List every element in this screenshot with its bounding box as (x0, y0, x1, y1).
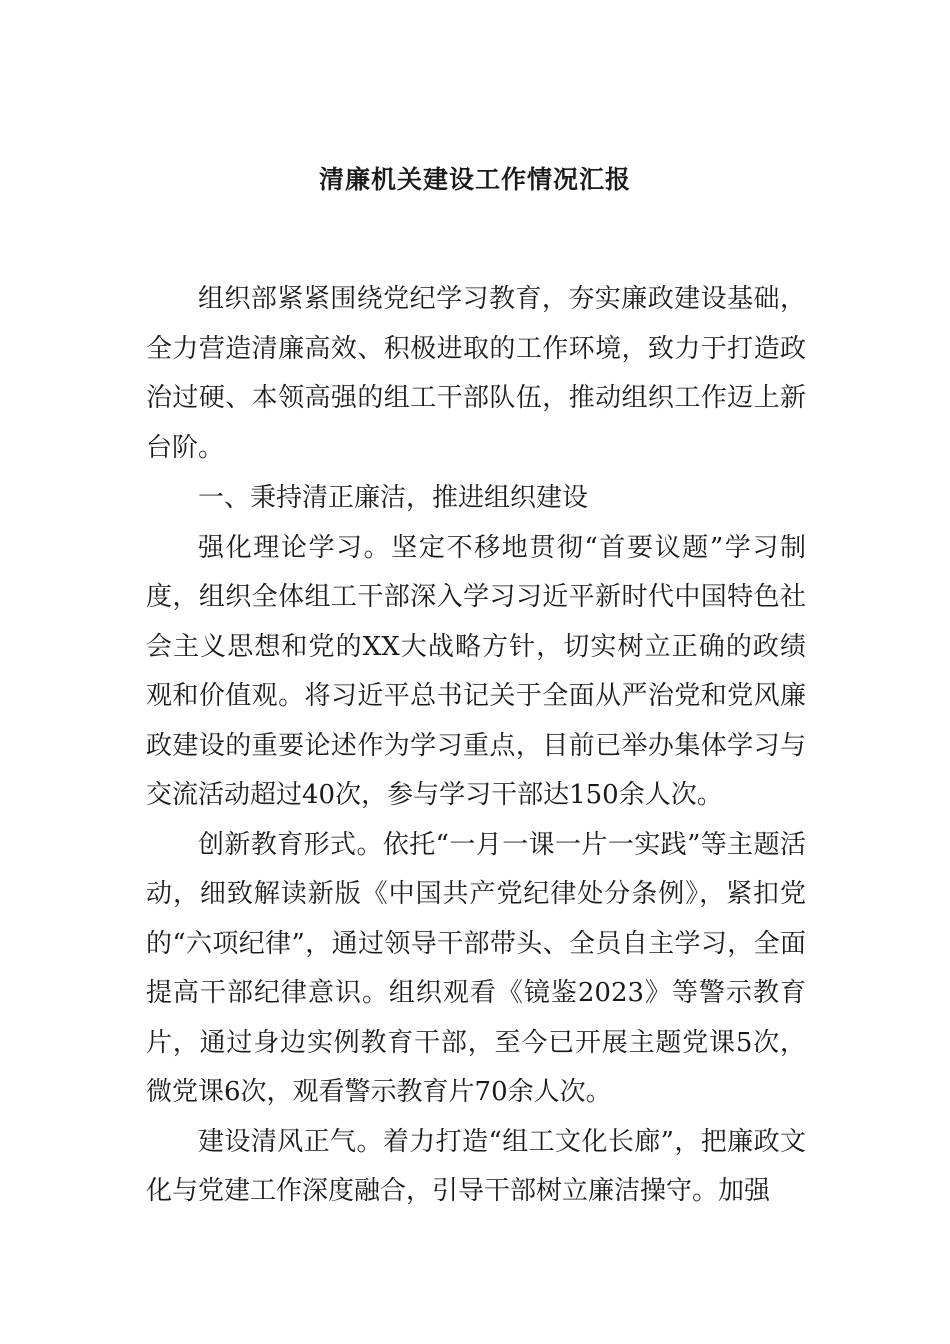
document-body (146, 275, 806, 1217)
section-heading: 一、秉持清正廉洁，推进组织建设 (198, 483, 589, 513)
document-title: 清廉机关建设工作情况汇报 (318, 165, 631, 194)
body-paragraph: 创新教育形式。依托“一月一课一片一实践”等主题活动，细致解读新版《中国共产党纪律处分条例》，紧扣党的“六项纪律”，通过领导干部带头、全员自主学习，全面提高干部纪律意识。组织观看《镜鉴2023》等警示教育片，通过身边实例教育干部，至今已开展主题党课5次，微党课6次，观看警示教育片70余人次。 (146, 829, 806, 1107)
body-paragraph: 建设清风正气。着力打造“组工文化长廊”，把廉政文化与党建工作深度融合，引导干部树立廉洁操守。加强 (146, 1126, 806, 1206)
body-paragraph: 强化理论学习。坚定不移地贯彻“首要议题”学习制度，组织全体组工干部深入学习习近平新时代中国特色社会主义思想和党的XX大战略方针，切实树立正确的政绩观和价值观。将习近平总书记关于全面从严治党和党风廉政建设的重要论述作为学习重点，目前已举办集体学习与交流活动超过40次，参与学习干部达150余人次。 (146, 532, 806, 810)
intro-paragraph: 组织部紧紧围绕党纪学习教育，夯实廉政建设基础，全力营造清廉高效、积极进取的工作环境，致力于打造政治过硬、本领高强的组工干部队伍，推动组织工作迈上新台阶。 (146, 284, 806, 463)
